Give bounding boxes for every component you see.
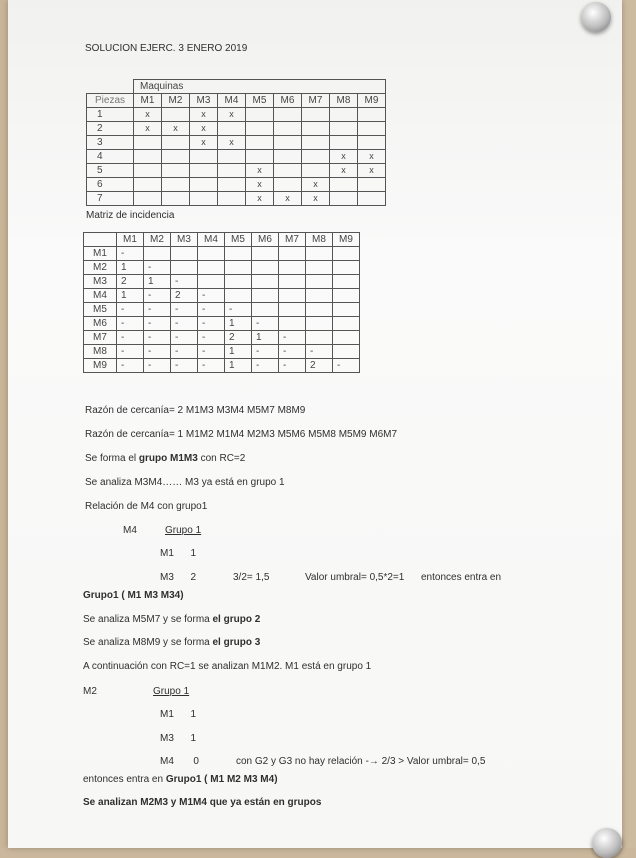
proximity-cell <box>198 247 225 261</box>
proximity-cell: - <box>171 317 198 331</box>
proximity-header-m5: M5 <box>225 233 252 247</box>
proximity-cell: - <box>306 345 333 359</box>
proximity-cell: - <box>144 261 171 275</box>
incidence-cell <box>302 150 330 164</box>
proximity-cell <box>225 247 252 261</box>
m2-m4-row: M4 0 <box>160 756 199 767</box>
incidence-cell <box>246 108 274 122</box>
proximity-cell: - <box>117 317 144 331</box>
proximity-cell: - <box>117 247 144 261</box>
incidence-cell: x <box>190 136 218 150</box>
analiza-m3m4-line: Se analiza M3M4…… M3 ya está en grupo 1 <box>85 477 285 488</box>
page-title: SOLUCION EJERC. 3 ENERO 2019 <box>85 43 248 54</box>
m3-row-threshold: Valor umbral= 0,5*2=1 entonces entra en <box>305 572 502 583</box>
proximity-cell <box>306 247 333 261</box>
proximity-cell <box>252 289 279 303</box>
proximity-cell <box>333 289 360 303</box>
incidence-cell <box>358 136 386 150</box>
m5m7-line <box>83 614 260 625</box>
proximity-cell <box>225 289 252 303</box>
m2-label: M2 <box>83 686 97 697</box>
table-row <box>87 192 386 206</box>
proximity-cell: - <box>171 331 198 345</box>
relacion-m4-line: Relación de M4 con grupo1 <box>85 501 208 512</box>
incidence-cell <box>358 108 386 122</box>
final-line: Se analizan M2M3 y M1M4 que ya están en grupos <box>83 797 322 808</box>
incidence-cell <box>246 122 274 136</box>
pieza-label: 2 <box>87 122 134 136</box>
proximity-cell <box>252 261 279 275</box>
incidence-cell <box>218 122 246 136</box>
table-row <box>84 331 360 345</box>
proximity-cell: - <box>198 359 225 373</box>
pieza-label: 6 <box>87 178 134 192</box>
incidence-cell <box>134 136 162 150</box>
incidence-cell: x <box>246 164 274 178</box>
proximity-cell <box>333 331 360 345</box>
incidence-cell <box>358 178 386 192</box>
incidence-cell <box>218 178 246 192</box>
proximity-cell <box>279 289 306 303</box>
text-fragment: Se analiza M5M7 y se forma <box>83 614 213 625</box>
proximity-cell <box>225 275 252 289</box>
proximity-cell: - <box>144 317 171 331</box>
machine-header-m9: M9 <box>358 94 386 108</box>
text-fragment: Se analiza M8M9 y se forma <box>83 637 213 648</box>
entra-line <box>83 774 278 785</box>
incidence-cell <box>274 136 302 150</box>
proximity-cell: 2 <box>225 331 252 345</box>
proximity-cell <box>333 261 360 275</box>
proximity-cell: - <box>279 359 306 373</box>
proximity-cell: - <box>198 303 225 317</box>
proximity-cell: - <box>198 331 225 345</box>
incidence-cell: x <box>162 122 190 136</box>
machine-header-m8: M8 <box>330 94 358 108</box>
incidence-cell: x <box>330 150 358 164</box>
proximity-header-m6: M6 <box>252 233 279 247</box>
incidence-caption: Matriz de incidencia <box>86 210 175 221</box>
proximity-cell <box>144 247 171 261</box>
incidence-cell <box>190 192 218 206</box>
incidence-cell <box>190 164 218 178</box>
proximity-cell <box>306 303 333 317</box>
proximity-header-m9: M9 <box>333 233 360 247</box>
incidence-cell: x <box>330 164 358 178</box>
proximity-cell: - <box>117 345 144 359</box>
proximity-cell <box>306 317 333 331</box>
proximity-cell <box>306 261 333 275</box>
proximity-cell <box>306 331 333 345</box>
incidence-cell: x <box>302 192 330 206</box>
incidence-cell <box>246 150 274 164</box>
machines-group-header-cont <box>246 80 386 94</box>
proximity-cell <box>333 317 360 331</box>
proximity-cell: 1 <box>225 359 252 373</box>
incidence-cell <box>302 136 330 150</box>
proximity-cell <box>333 275 360 289</box>
incidence-cell <box>134 164 162 178</box>
proximity-cell: 1 <box>144 275 171 289</box>
incidence-cell <box>330 192 358 206</box>
incidence-cell: x <box>134 108 162 122</box>
proximity-header-m8: M8 <box>306 233 333 247</box>
proximity-cell: - <box>117 359 144 373</box>
m3-row-ratio: 3/2= 1,5 <box>233 572 270 583</box>
pieza-label: 1 <box>87 108 134 122</box>
table-row <box>87 122 386 136</box>
text-fragment: entonces entra en <box>83 774 166 785</box>
incidence-cell <box>330 178 358 192</box>
proximity-row-label: M2 <box>84 261 117 275</box>
proximity-row-label: M9 <box>84 359 117 373</box>
machine-header-m4: M4 <box>218 94 246 108</box>
proximity-cell <box>252 247 279 261</box>
incidence-cell <box>246 136 274 150</box>
incidence-cell: x <box>190 122 218 136</box>
rc2-line: Razón de cercanía= 2 M1M3 M3M4 M5M7 M8M9 <box>85 405 306 416</box>
incidence-cell <box>162 150 190 164</box>
proximity-cell: 2 <box>117 275 144 289</box>
proximity-cell: - <box>144 289 171 303</box>
incidence-cell: x <box>246 192 274 206</box>
grupo1-heading: Grupo 1 <box>165 525 202 536</box>
proximity-cell: - <box>144 359 171 373</box>
incidence-cell <box>162 164 190 178</box>
proximity-cell <box>279 261 306 275</box>
grupo1-heading-2: Grupo 1 <box>153 686 190 697</box>
table-row <box>87 178 386 192</box>
proximity-corner <box>84 233 117 247</box>
proximity-cell <box>252 275 279 289</box>
paper-sheet <box>8 0 622 848</box>
continuacion-line: A continuación con RC=1 se analizan M1M2. M1 está en grupo 1 <box>83 661 372 672</box>
proximity-cell <box>279 275 306 289</box>
text-bold-fragment: el grupo 2 <box>212 614 261 625</box>
incidence-cell <box>162 192 190 206</box>
incidence-cell <box>302 164 330 178</box>
m8m9-line <box>83 637 260 648</box>
proximity-cell <box>333 345 360 359</box>
machines-group-header: Maquinas <box>134 80 246 94</box>
table-row <box>84 345 360 359</box>
proximity-row-label: M5 <box>84 303 117 317</box>
incidence-cell <box>302 122 330 136</box>
table-row <box>84 317 360 331</box>
pieza-label: 3 <box>87 136 134 150</box>
pieza-label: 4 <box>87 150 134 164</box>
proximity-cell: 1 <box>117 261 144 275</box>
incidence-cell <box>274 108 302 122</box>
incidence-cell <box>274 122 302 136</box>
grupo-m1m3-line <box>85 453 245 464</box>
incidence-cell: x <box>358 164 386 178</box>
table-row <box>87 150 386 164</box>
proximity-cell <box>198 261 225 275</box>
machine-header-m6: M6 <box>274 94 302 108</box>
incidence-cell <box>218 164 246 178</box>
proximity-cell <box>225 261 252 275</box>
m2-m1-row: M1 1 <box>160 709 197 720</box>
proximity-cell: - <box>144 303 171 317</box>
machine-header-m7: M7 <box>302 94 330 108</box>
proximity-cell <box>171 261 198 275</box>
m1-row: M1 1 <box>160 548 197 559</box>
text-bold-fragment: grupo M1M3 <box>138 453 198 464</box>
incidence-cell <box>134 178 162 192</box>
proximity-header-m1: M1 <box>117 233 144 247</box>
machine-header-m5: M5 <box>246 94 274 108</box>
proximity-cell <box>306 289 333 303</box>
incidence-cell <box>274 150 302 164</box>
proximity-cell <box>333 247 360 261</box>
proximity-cell: 1 <box>252 331 279 345</box>
m2-m4-relation: con G2 y G3 no hay relación -→ 2/3 > Valor umbral= 0,5 <box>236 756 486 767</box>
incidence-cell <box>218 150 246 164</box>
proximity-cell: - <box>144 331 171 345</box>
incidence-cell: x <box>190 108 218 122</box>
proximity-cell: - <box>144 345 171 359</box>
incidence-cell <box>330 108 358 122</box>
incidence-cell <box>330 136 358 150</box>
proximity-cell <box>171 247 198 261</box>
incidence-cell: x <box>246 178 274 192</box>
proximity-header-m7: M7 <box>279 233 306 247</box>
incidence-cell <box>330 122 358 136</box>
proximity-row-label: M1 <box>84 247 117 261</box>
incidence-matrix <box>86 79 386 206</box>
table-row <box>84 261 360 275</box>
pushpin-top <box>581 2 611 32</box>
proximity-cell <box>279 317 306 331</box>
table-row <box>84 289 360 303</box>
incidence-cell <box>274 164 302 178</box>
table-row <box>84 275 360 289</box>
text-bold-fragment: Grupo1 ( M1 M2 M3 M4) <box>165 774 278 785</box>
proximity-cell <box>333 303 360 317</box>
incidence-cell <box>162 108 190 122</box>
proximity-cell <box>306 275 333 289</box>
incidence-cell: x <box>134 122 162 136</box>
table-row <box>84 359 360 373</box>
proximity-cell: - <box>117 331 144 345</box>
proximity-cell: - <box>117 303 144 317</box>
incidence-cell <box>274 178 302 192</box>
incidence-cell <box>190 178 218 192</box>
incidence-cell <box>358 122 386 136</box>
proximity-cell: - <box>279 345 306 359</box>
proximity-matrix <box>83 232 360 373</box>
proximity-cell: - <box>198 345 225 359</box>
proximity-cell: 2 <box>171 289 198 303</box>
proximity-cell: 1 <box>117 289 144 303</box>
proximity-cell: - <box>171 303 198 317</box>
proximity-row-label: M7 <box>84 331 117 345</box>
m2-m3-row: M3 1 <box>160 733 197 744</box>
m3-row-values: M3 2 <box>160 572 197 583</box>
text-fragment: Se forma el <box>85 453 139 464</box>
table-row <box>84 247 360 261</box>
incidence-cell <box>190 150 218 164</box>
proximity-cell <box>279 247 306 261</box>
machine-header-m3: M3 <box>190 94 218 108</box>
proximity-cell: 1 <box>225 345 252 359</box>
incidence-cell <box>162 178 190 192</box>
incidence-cell <box>162 136 190 150</box>
pushpin-bottom <box>592 828 622 858</box>
table-row <box>84 303 360 317</box>
proximity-header-m2: M2 <box>144 233 171 247</box>
m4-label: M4 <box>123 525 137 536</box>
pieza-label: 7 <box>87 192 134 206</box>
piezas-header: Piezas <box>87 94 134 108</box>
incidence-cell <box>134 150 162 164</box>
table-row <box>87 108 386 122</box>
proximity-cell <box>198 275 225 289</box>
machine-header-m2: M2 <box>162 94 190 108</box>
proximity-cell <box>279 303 306 317</box>
proximity-cell: - <box>171 359 198 373</box>
proximity-row-label: M8 <box>84 345 117 359</box>
text-fragment: con RC=2 <box>197 453 246 464</box>
proximity-row-label: M6 <box>84 317 117 331</box>
proximity-cell: - <box>252 359 279 373</box>
grupo1-result: Grupo1 ( M1 M3 M34) <box>83 590 184 601</box>
incidence-cell <box>302 108 330 122</box>
proximity-header-m4: M4 <box>198 233 225 247</box>
pieza-label: 5 <box>87 164 134 178</box>
machine-header-m1: M1 <box>134 94 162 108</box>
incidence-cell <box>134 192 162 206</box>
proximity-cell: - <box>198 317 225 331</box>
incidence-cell: x <box>218 108 246 122</box>
rc1-line: Razón de cercanía= 1 M1M2 M1M4 M2M3 M5M6 M5M8 M5M9 M6M7 <box>85 429 398 440</box>
incidence-corner <box>87 80 134 94</box>
proximity-cell: 1 <box>225 317 252 331</box>
proximity-cell: - <box>333 359 360 373</box>
incidence-cell: x <box>302 178 330 192</box>
table-row <box>87 136 386 150</box>
proximity-cell: - <box>225 303 252 317</box>
proximity-cell <box>252 303 279 317</box>
proximity-cell: - <box>252 345 279 359</box>
incidence-cell: x <box>358 150 386 164</box>
proximity-cell: - <box>171 275 198 289</box>
table-row <box>87 164 386 178</box>
proximity-row-label: M4 <box>84 289 117 303</box>
proximity-cell: - <box>279 331 306 345</box>
incidence-cell <box>218 192 246 206</box>
proximity-cell: - <box>171 345 198 359</box>
incidence-cell: x <box>274 192 302 206</box>
proximity-row-label: M3 <box>84 275 117 289</box>
proximity-cell: - <box>252 317 279 331</box>
proximity-header-m3: M3 <box>171 233 198 247</box>
incidence-cell <box>358 192 386 206</box>
proximity-cell: 2 <box>306 359 333 373</box>
proximity-cell: - <box>198 289 225 303</box>
incidence-cell: x <box>218 136 246 150</box>
text-bold-fragment: el grupo 3 <box>212 637 261 648</box>
